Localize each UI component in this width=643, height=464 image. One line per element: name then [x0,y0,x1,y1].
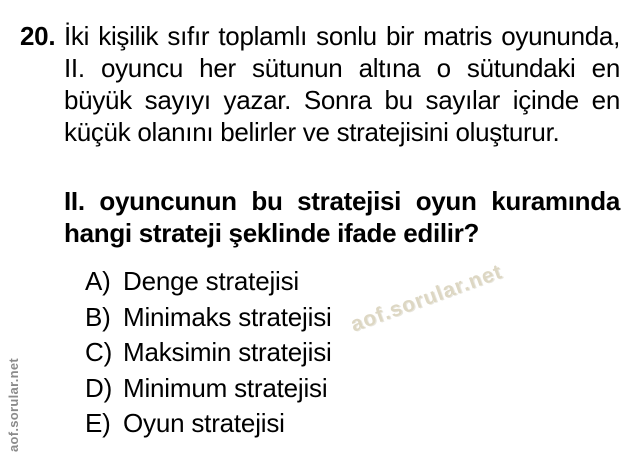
question-body-line: büyük sayıyı yazar. Sonra bu sayılar içinde en [64,85,620,115]
option-text: Oyun stratejisi [123,408,285,438]
option-row[interactable] [85,371,525,407]
question-body-line: II. oyuncu her sütunun altına o sütundaki en [64,53,620,83]
question-body [64,20,620,148]
option-row[interactable] [85,406,525,442]
option-text: Denge stratejisi [123,266,299,296]
options-list [85,264,525,442]
watermark-diagonal: aof.sorular.net [347,260,506,337]
option-letter: B) [85,301,111,332]
option-row[interactable] [85,264,525,300]
question-body-line: İki kişilik sıfır toplamlı sonlu bir matris oyununda, [64,21,620,51]
option-letter: E) [85,408,111,438]
option-letter: A) [85,266,111,296]
watermark-vertical: aof.sorular.net [6,357,21,453]
question-prompt [64,185,620,249]
option-text: Minimaks stratejisi [123,301,332,332]
option-letter: C) [85,337,113,367]
question-body-line: küçük olanını belirler ve stratejisini oluşturur. [64,117,560,147]
question-number: 20. [20,21,56,51]
option-text: Maksimin stratejisi [123,337,332,367]
option-row[interactable] [85,300,525,336]
option-text: Minimum stratejisi [123,372,328,403]
option-row[interactable] [85,335,525,371]
option-letter: D) [85,372,113,403]
question-prompt-line: II. oyuncunun bu stratejisi oyun kuramında [64,186,620,216]
question-prompt-line: hangi strateji şeklinde ifade edilir? [64,218,480,248]
